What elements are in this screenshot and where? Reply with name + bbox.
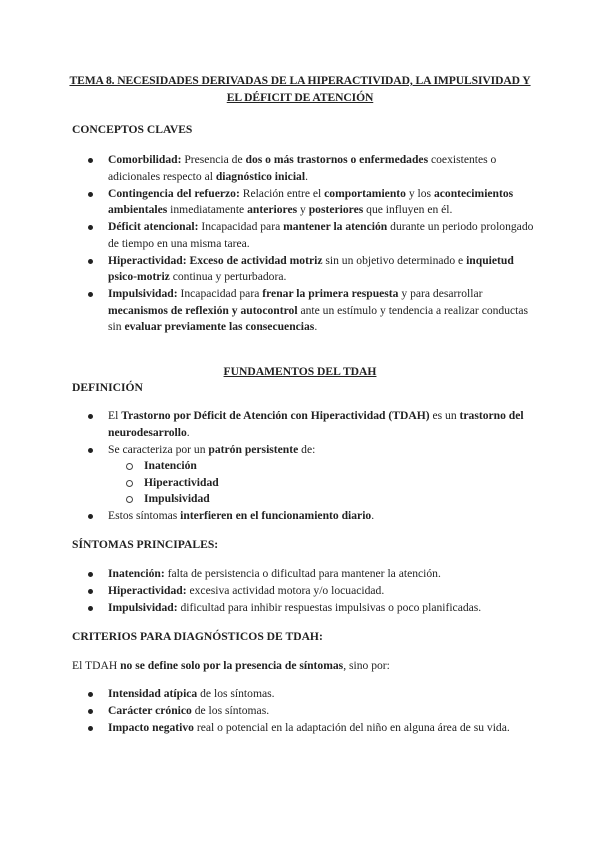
- definicion-heading: DEFINICIÓN: [72, 381, 143, 394]
- list-item: Impacto negativo real o potencial en la adaptación del niño en alguna área de su vida.: [72, 720, 542, 737]
- list-item-definicion: El Trastorno por Déficit de Atención con Hiperactividad (TDAH) es un trastorno del neurodesarrollo.: [72, 408, 542, 441]
- list-item-impulsividad: Impulsividad: Incapacidad para frenar la primera respuesta y para desarrollar mecanismos de reflexión y autocontrol ante un estímulo y tendencia a realizar conductas sin evaluar previamente las consecuencias.: [72, 286, 542, 336]
- sublist-item: Inatención: [108, 458, 542, 475]
- fundamentos-heading: FUNDAMENTOS DEL TDAH: [223, 365, 377, 378]
- sublist-item: Impulsividad: [108, 491, 542, 508]
- list-item: Inatención: falta de persistencia o dificultad para mantener la atención.: [72, 566, 542, 583]
- list-item-interfieren: Estos síntomas interfieren en el funcionamiento diario.: [72, 508, 542, 525]
- criterios-heading: CRITERIOS PARA DIAGNÓSTICOS DE TDAH:: [72, 630, 323, 643]
- sublist-item: Hiperactividad: [108, 475, 542, 492]
- criterios-list: [72, 686, 542, 737]
- sintomas-list: [72, 566, 542, 617]
- definicion-list: [72, 408, 542, 525]
- document-title: [60, 73, 540, 106]
- patron-sublist: [108, 458, 542, 508]
- list-item-hiperactividad: Hiperactividad: Exceso de actividad motriz sin un objetivo determinado e inquietud psico-motriz continua y perturbadora.: [72, 253, 542, 286]
- title-line-1: TEMA 8. NECESIDADES DERIVADAS DE LA HIPERACTIVIDAD, LA IMPULSIVIDAD Y: [69, 74, 531, 87]
- title-line-2: EL DÉFICIT DE ATENCIÓN: [226, 90, 374, 104]
- list-item: Hiperactividad: excesiva actividad motora y/o locuacidad.: [72, 583, 542, 600]
- list-item-patron: Se caracteriza por un patrón persistente de: Inatención Hiperactividad Impulsividad: [72, 442, 542, 508]
- conceptos-heading: CONCEPTOS CLAVES: [72, 123, 193, 136]
- list-item-deficit: Déficit atencional: Incapacidad para mantener la atención durante un periodo prolongado de tiempo en una misma tarea.: [72, 219, 542, 252]
- list-item-contingencia: Contingencia del refuerzo: Relación entre el comportamiento y los acontecimientos ambientales inmediatamente anteriores y posteriores que influyen en él.: [72, 186, 542, 219]
- list-item: Impulsividad: dificultad para inhibir respuestas impulsivas o poco planificadas.: [72, 600, 542, 617]
- list-item: Carácter crónico de los síntomas.: [72, 703, 542, 720]
- list-item-comorbilidad: Comorbilidad: Presencia de dos o más trastornos o enfermedades coexistentes o adicionales respecto al diagnóstico inicial.: [72, 152, 542, 185]
- sintomas-heading: SÍNTOMAS PRINCIPALES:: [72, 538, 219, 551]
- conceptos-list: [72, 152, 542, 336]
- list-item: Intensidad atípica de los síntomas.: [72, 686, 542, 703]
- criterios-intro: El TDAH no se define solo por la presencia de síntomas, sino por:: [72, 659, 390, 672]
